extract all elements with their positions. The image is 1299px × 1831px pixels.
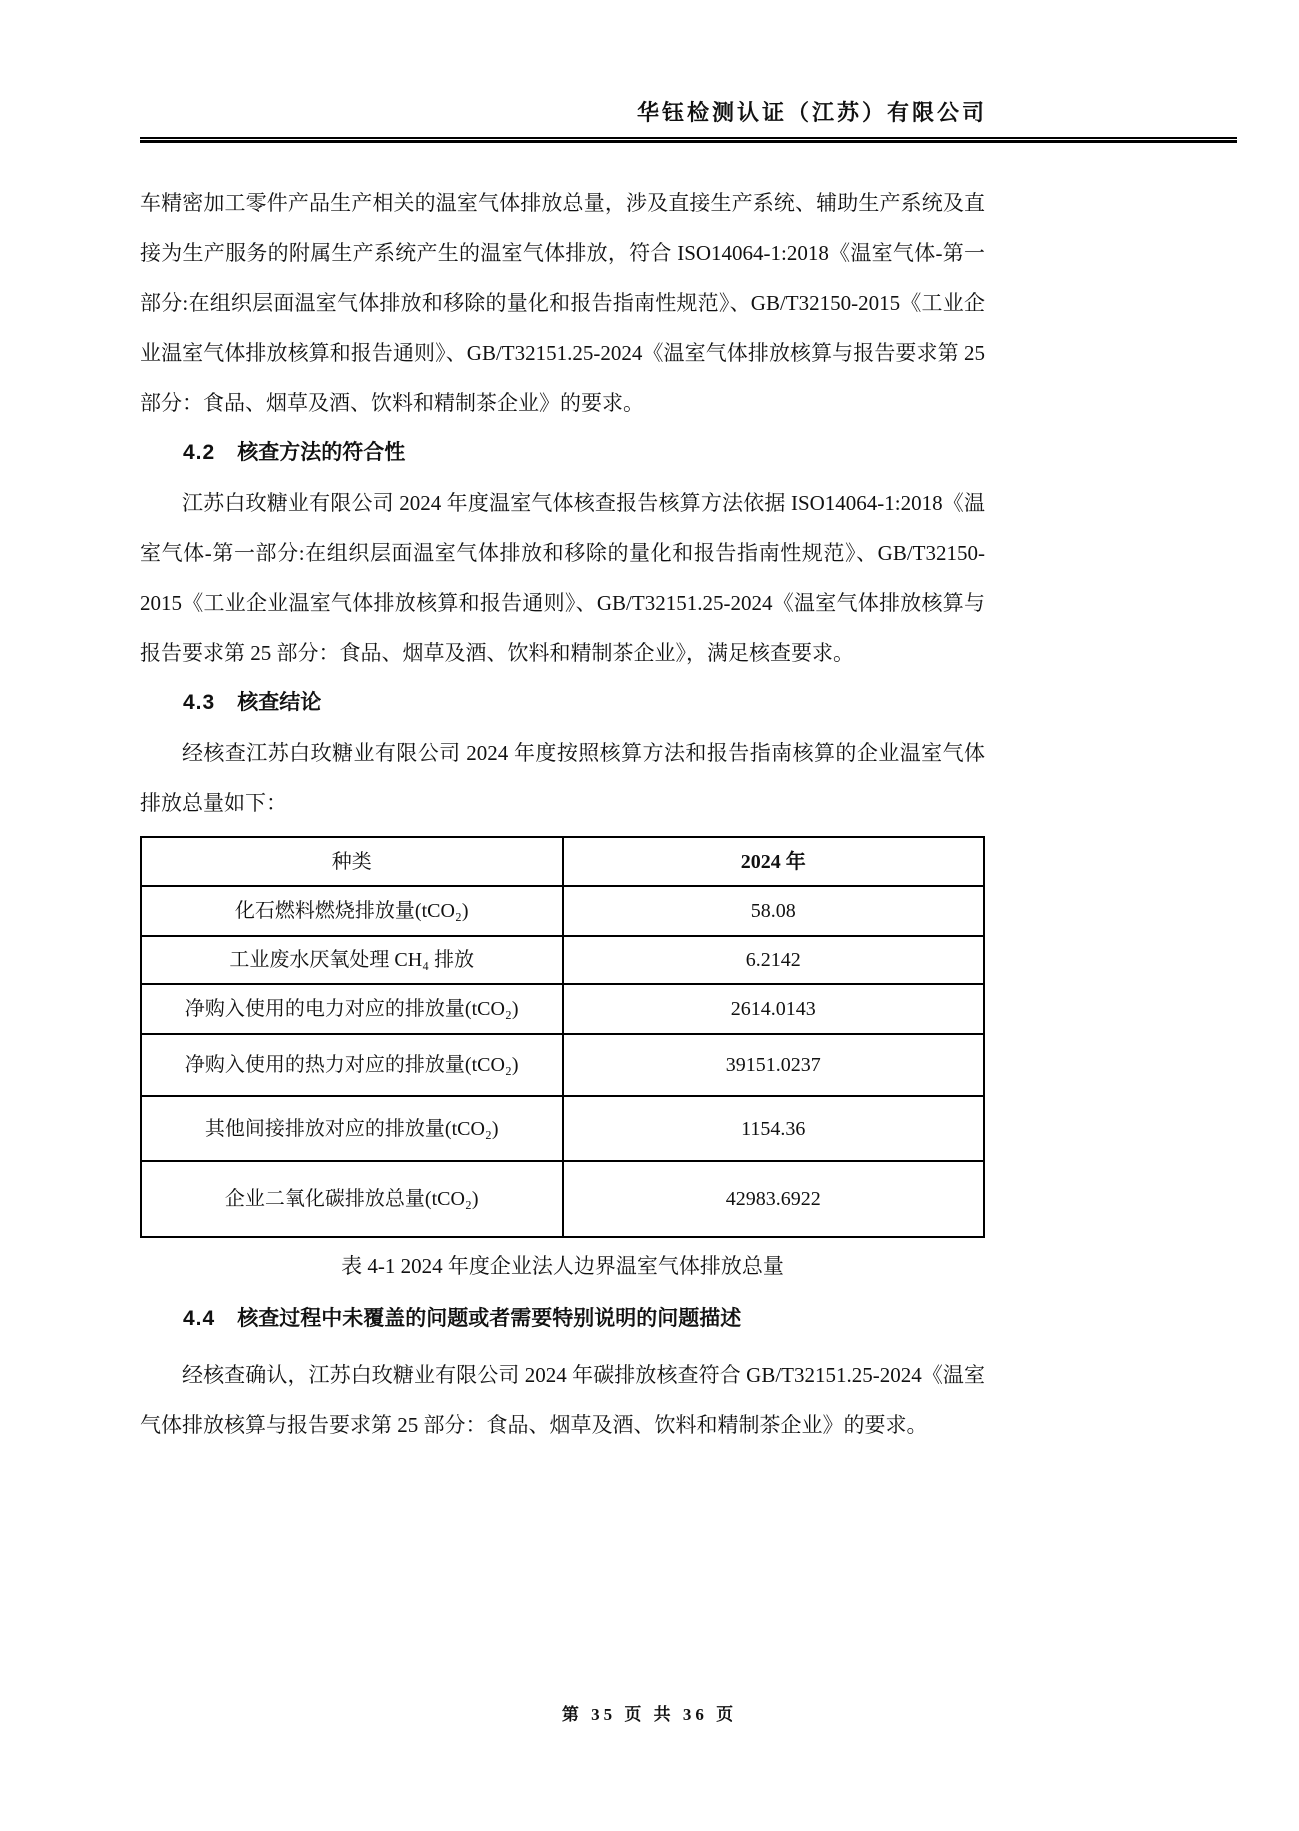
- page-number-footer: 第 35 页 共 36 页: [561, 1705, 738, 1724]
- section-4-4-title: 核查过程中未覆盖的问题或者需要特别说明的问题描述: [237, 1307, 742, 1330]
- column-header-category: 种类: [141, 837, 563, 886]
- intro-paragraph: 车精密加工零件产品生产相关的温室气体排放总量，涉及直接生产系统、辅助生产系统及直接为生产服务的附属生产系统产生的温室气体排放，符合 ISO14064-1:2018《温室气体-第一部分:在组织层面温室气体排放和移除的量化和报告指南性规范》、GB/T32150-2015《工业企业温室气体排放核算和报告通则》、GB/T32151.25-2024《温室气体排放核算与报告要求第 25 部分：食品、烟草及酒、饮料和精制茶企业》的要求。: [140, 191, 985, 415]
- section-4-2-heading: [140, 428, 985, 478]
- row-category: 工业废水厌氧处理 CH₄ 排放: [141, 936, 563, 984]
- row-value: 58.08: [563, 886, 985, 936]
- table-caption: 表 4-1 2024 年度企业法人边界温室气体排放总量: [341, 1254, 784, 1278]
- section-4-2-title: 核查方法的符合性: [237, 441, 406, 464]
- table-row: [141, 1096, 984, 1161]
- row-value: 42983.6922: [563, 1161, 985, 1237]
- row-category: 净购入使用的电力对应的排放量(tCO₂): [141, 984, 563, 1034]
- column-header-year: 2024 年: [563, 837, 985, 886]
- section-4-4-number: 4.4: [183, 1307, 216, 1330]
- row-value: 1154.36: [563, 1096, 985, 1161]
- section-4-3-paragraph: 经核查江苏白玫糖业有限公司 2024 年度按照核算方法和报告指南核算的企业温室气体排放总量如下：: [140, 741, 985, 815]
- section-4-3-number: 4.3: [183, 691, 216, 714]
- section-4-2-number: 4.2: [183, 441, 216, 464]
- table-row: [141, 1161, 984, 1237]
- row-value: 6.2142: [563, 936, 985, 984]
- row-value: 39151.0237: [563, 1034, 985, 1096]
- row-category: 化石燃料燃烧排放量(tCO₂): [141, 886, 563, 936]
- row-category: 企业二氧化碳排放总量(tCO₂): [141, 1161, 563, 1237]
- table-row: [141, 984, 984, 1034]
- table-row: [141, 1034, 984, 1096]
- table-header-row: [141, 837, 984, 886]
- document-body: [140, 178, 985, 1450]
- emissions-table: [140, 836, 985, 1238]
- section-4-4-heading: [140, 1296, 985, 1342]
- section-4-3-heading: [140, 678, 985, 728]
- header-company-name: 华钰检测认证（江苏）有限公司: [636, 100, 987, 125]
- row-category: 净购入使用的热力对应的排放量(tCO₂): [141, 1034, 563, 1096]
- section-4-2-paragraph: 江苏白玫糖业有限公司 2024 年度温室气体核查报告核算方法依据 ISO14064-1:2018《温室气体-第一部分:在组织层面温室气体排放和移除的量化和报告指南性规范》、GB/T32150-2015《工业企业温室气体排放核算和报告通则》、GB/T32151.25-2024《温室气体排放核算与报告要求第 25 部分：食品、烟草及酒、饮料和精制茶企业》，满足核查要求。: [140, 491, 985, 665]
- row-value: 2614.0143: [563, 984, 985, 1034]
- row-category: 其他间接排放对应的排放量(tCO₂): [141, 1096, 563, 1161]
- page-header: [140, 0, 1237, 143]
- section-4-3-title: 核查结论: [237, 691, 322, 714]
- header-rule: [140, 137, 1237, 143]
- section-4-4-paragraph: 经核查确认，江苏白玫糖业有限公司 2024 年碳排放核查符合 GB/T32151.25-2024《温室气体排放核算与报告要求第 25 部分：食品、烟草及酒、饮料和精制茶企业》的要求。: [140, 1363, 985, 1437]
- table-row: [141, 936, 984, 984]
- table-row: [141, 886, 984, 936]
